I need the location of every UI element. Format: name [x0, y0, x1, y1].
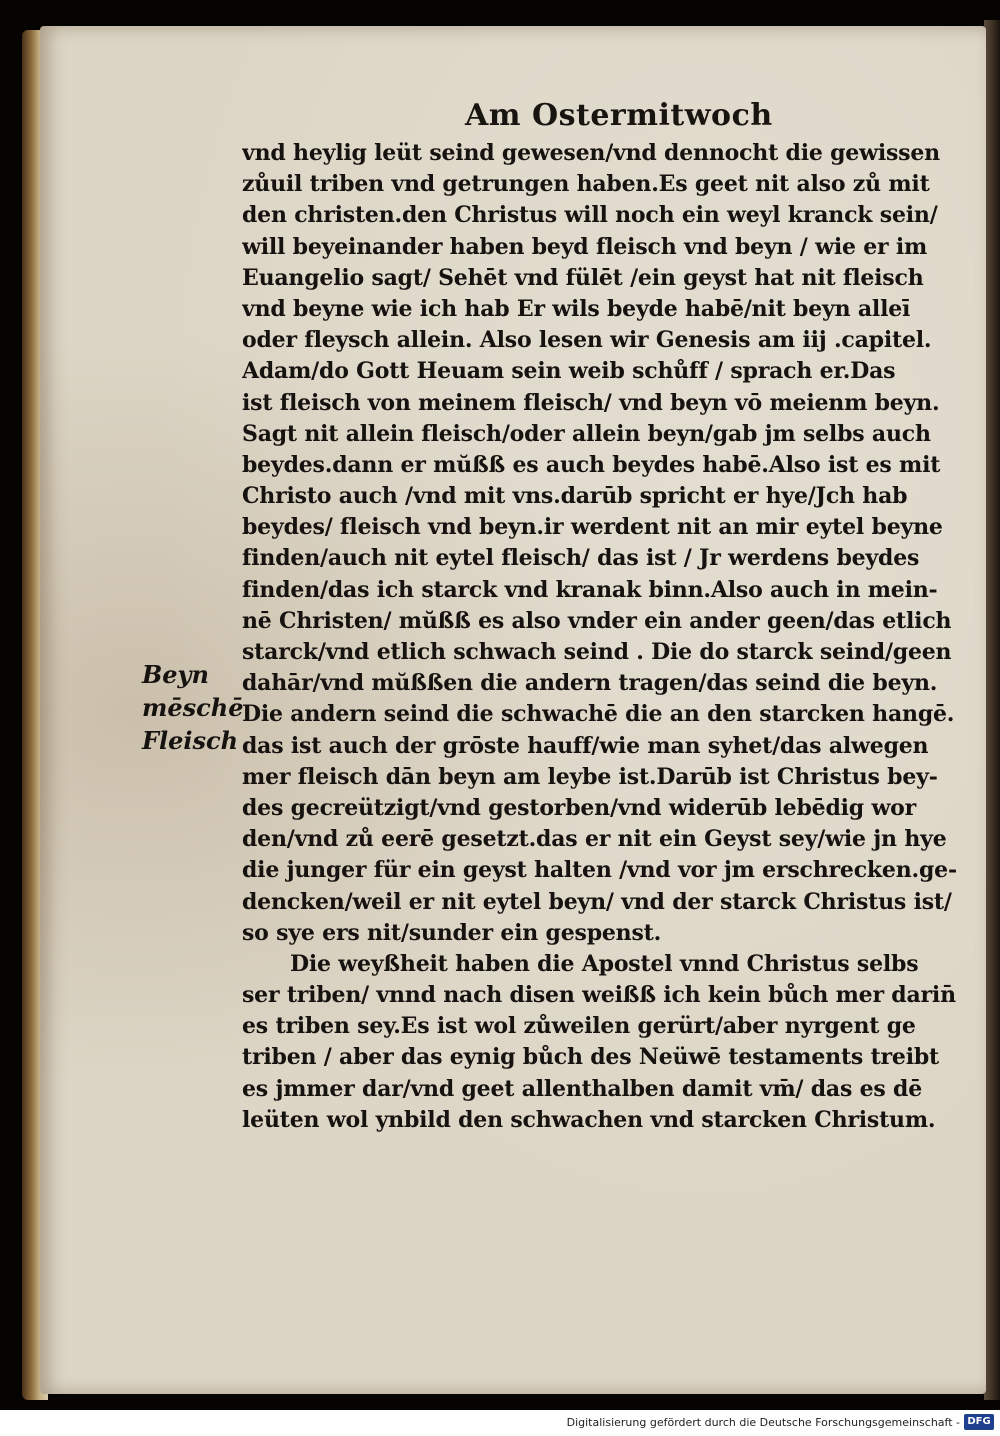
- text-line: ser triben/ vnnd nach disen weißß ich kein bůch mer darin̄: [242, 982, 956, 1009]
- main-text-block: [242, 138, 957, 1136]
- text-line: oder fleysch allein. Also lesen wir Genesis am iij .capitel.: [242, 327, 932, 354]
- text-line: starck/vnd etlich schwach seind . Die do starck seind/geen: [242, 639, 952, 665]
- binding-edge-right: [984, 20, 1000, 1400]
- text-line: Christo auch /vnd mit vns.darūb spricht er hye/Jch hab: [242, 483, 908, 510]
- text-line: es triben sey.Es ist wol zůweilen gerürt/aber nyrgent ge: [242, 1013, 916, 1040]
- marginal-note: [142, 658, 242, 757]
- dfg-logo: DFG: [964, 1414, 994, 1430]
- text-line: den christen.den Christus will noch ein weyl kranck sein/: [242, 202, 938, 229]
- text-line: finden/auch nit eytel fleisch/ das ist / Jr werdens beydes: [242, 545, 920, 572]
- text-line: Adam/do Gott Heuam sein weib schůff / sprach er.Das: [242, 358, 896, 385]
- text-line: es jmmer dar/vnd geet allenthalben damit vm̄/ das es dē: [242, 1075, 923, 1102]
- text-line: ist fleisch von meinem fleisch/ vnd beyn vō meienm beyn.: [242, 389, 940, 416]
- text-line: dahār/vnd mŭßßen die andern tragen/das seind die beyn.: [242, 670, 938, 697]
- text-line: die junger für ein geyst halten /vnd vor jm erschrecken.ge-: [242, 857, 957, 884]
- text-line: das ist auch der grōste hauff/wie man syhet/das alwegen: [242, 732, 929, 759]
- text-line: beydes.dann er mŭßß es auch beydes habē.Also ist es mit: [242, 451, 941, 478]
- marginal-note-line: mēschē: [142, 693, 244, 722]
- text-line: will beyeinander haben beyd fleisch vnd beyn / wie er im: [242, 233, 928, 260]
- text-line: Euangelio sagt/ Sehēt vnd fülēt /ein geyst hat nit fleisch: [242, 264, 924, 291]
- text-line: nē Christen/ mŭßß es also vnder ein ander geen/das etlich: [242, 607, 952, 634]
- marginal-note-line: Fleisch: [142, 726, 239, 755]
- text-line: vnd heylig leüt seind gewesen/vnd dennocht die gewissen: [242, 140, 940, 166]
- text-line: des gecreützigt/vnd gestorben/vnd widerūb lebēdig wor: [242, 794, 917, 821]
- text-line: triben / aber das eynig bůch des Neüwē testaments treibt: [242, 1044, 940, 1071]
- text-line: den/vnd zů eerē gesetzt.das er nit ein Geyst sey/wie jn hye: [242, 826, 947, 853]
- text-line: dencken/weil er nit eytel beyn/ vnd der starck Christus ist/: [242, 888, 952, 915]
- text-line: Sagt nit allein fleisch/oder allein beyn/gab jm selbs auch: [242, 420, 931, 447]
- text-line: zůuil triben vnd getrungen haben.Es geet nit also zů mit: [242, 171, 930, 198]
- text-line: beydes/ fleisch vnd beyn.ir werdent nit an mir eytel beyne: [242, 514, 943, 541]
- text-line: vnd beyne wie ich hab Er wils beyde habē/nit beyn alleī: [242, 295, 911, 322]
- text-line: Die andern seind die schwachē die an den starcken hangē.: [242, 701, 955, 728]
- text-line: finden/das ich starck vnd kranak binn.Also auch in mein-: [242, 576, 938, 603]
- digitization-credit: Digitalisierung gefördert durch die Deutsche Forschungsgemeinschaft -: [566, 1416, 960, 1429]
- text-line: so sye ers nit/sunder ein gespenst.: [242, 919, 662, 946]
- text-line: leüten wol ynbild den schwachen vnd starcken Christum.: [242, 1106, 936, 1133]
- text-line: mer fleisch dān beyn am leybe ist.Darūb ist Christus bey-: [242, 763, 938, 790]
- running-head: Am Ostermitwoch: [465, 98, 773, 133]
- marginal-note-line: Beyn: [142, 660, 209, 689]
- text-line: Die weyßheit haben die Apostel vnnd Christus selbs: [290, 950, 919, 977]
